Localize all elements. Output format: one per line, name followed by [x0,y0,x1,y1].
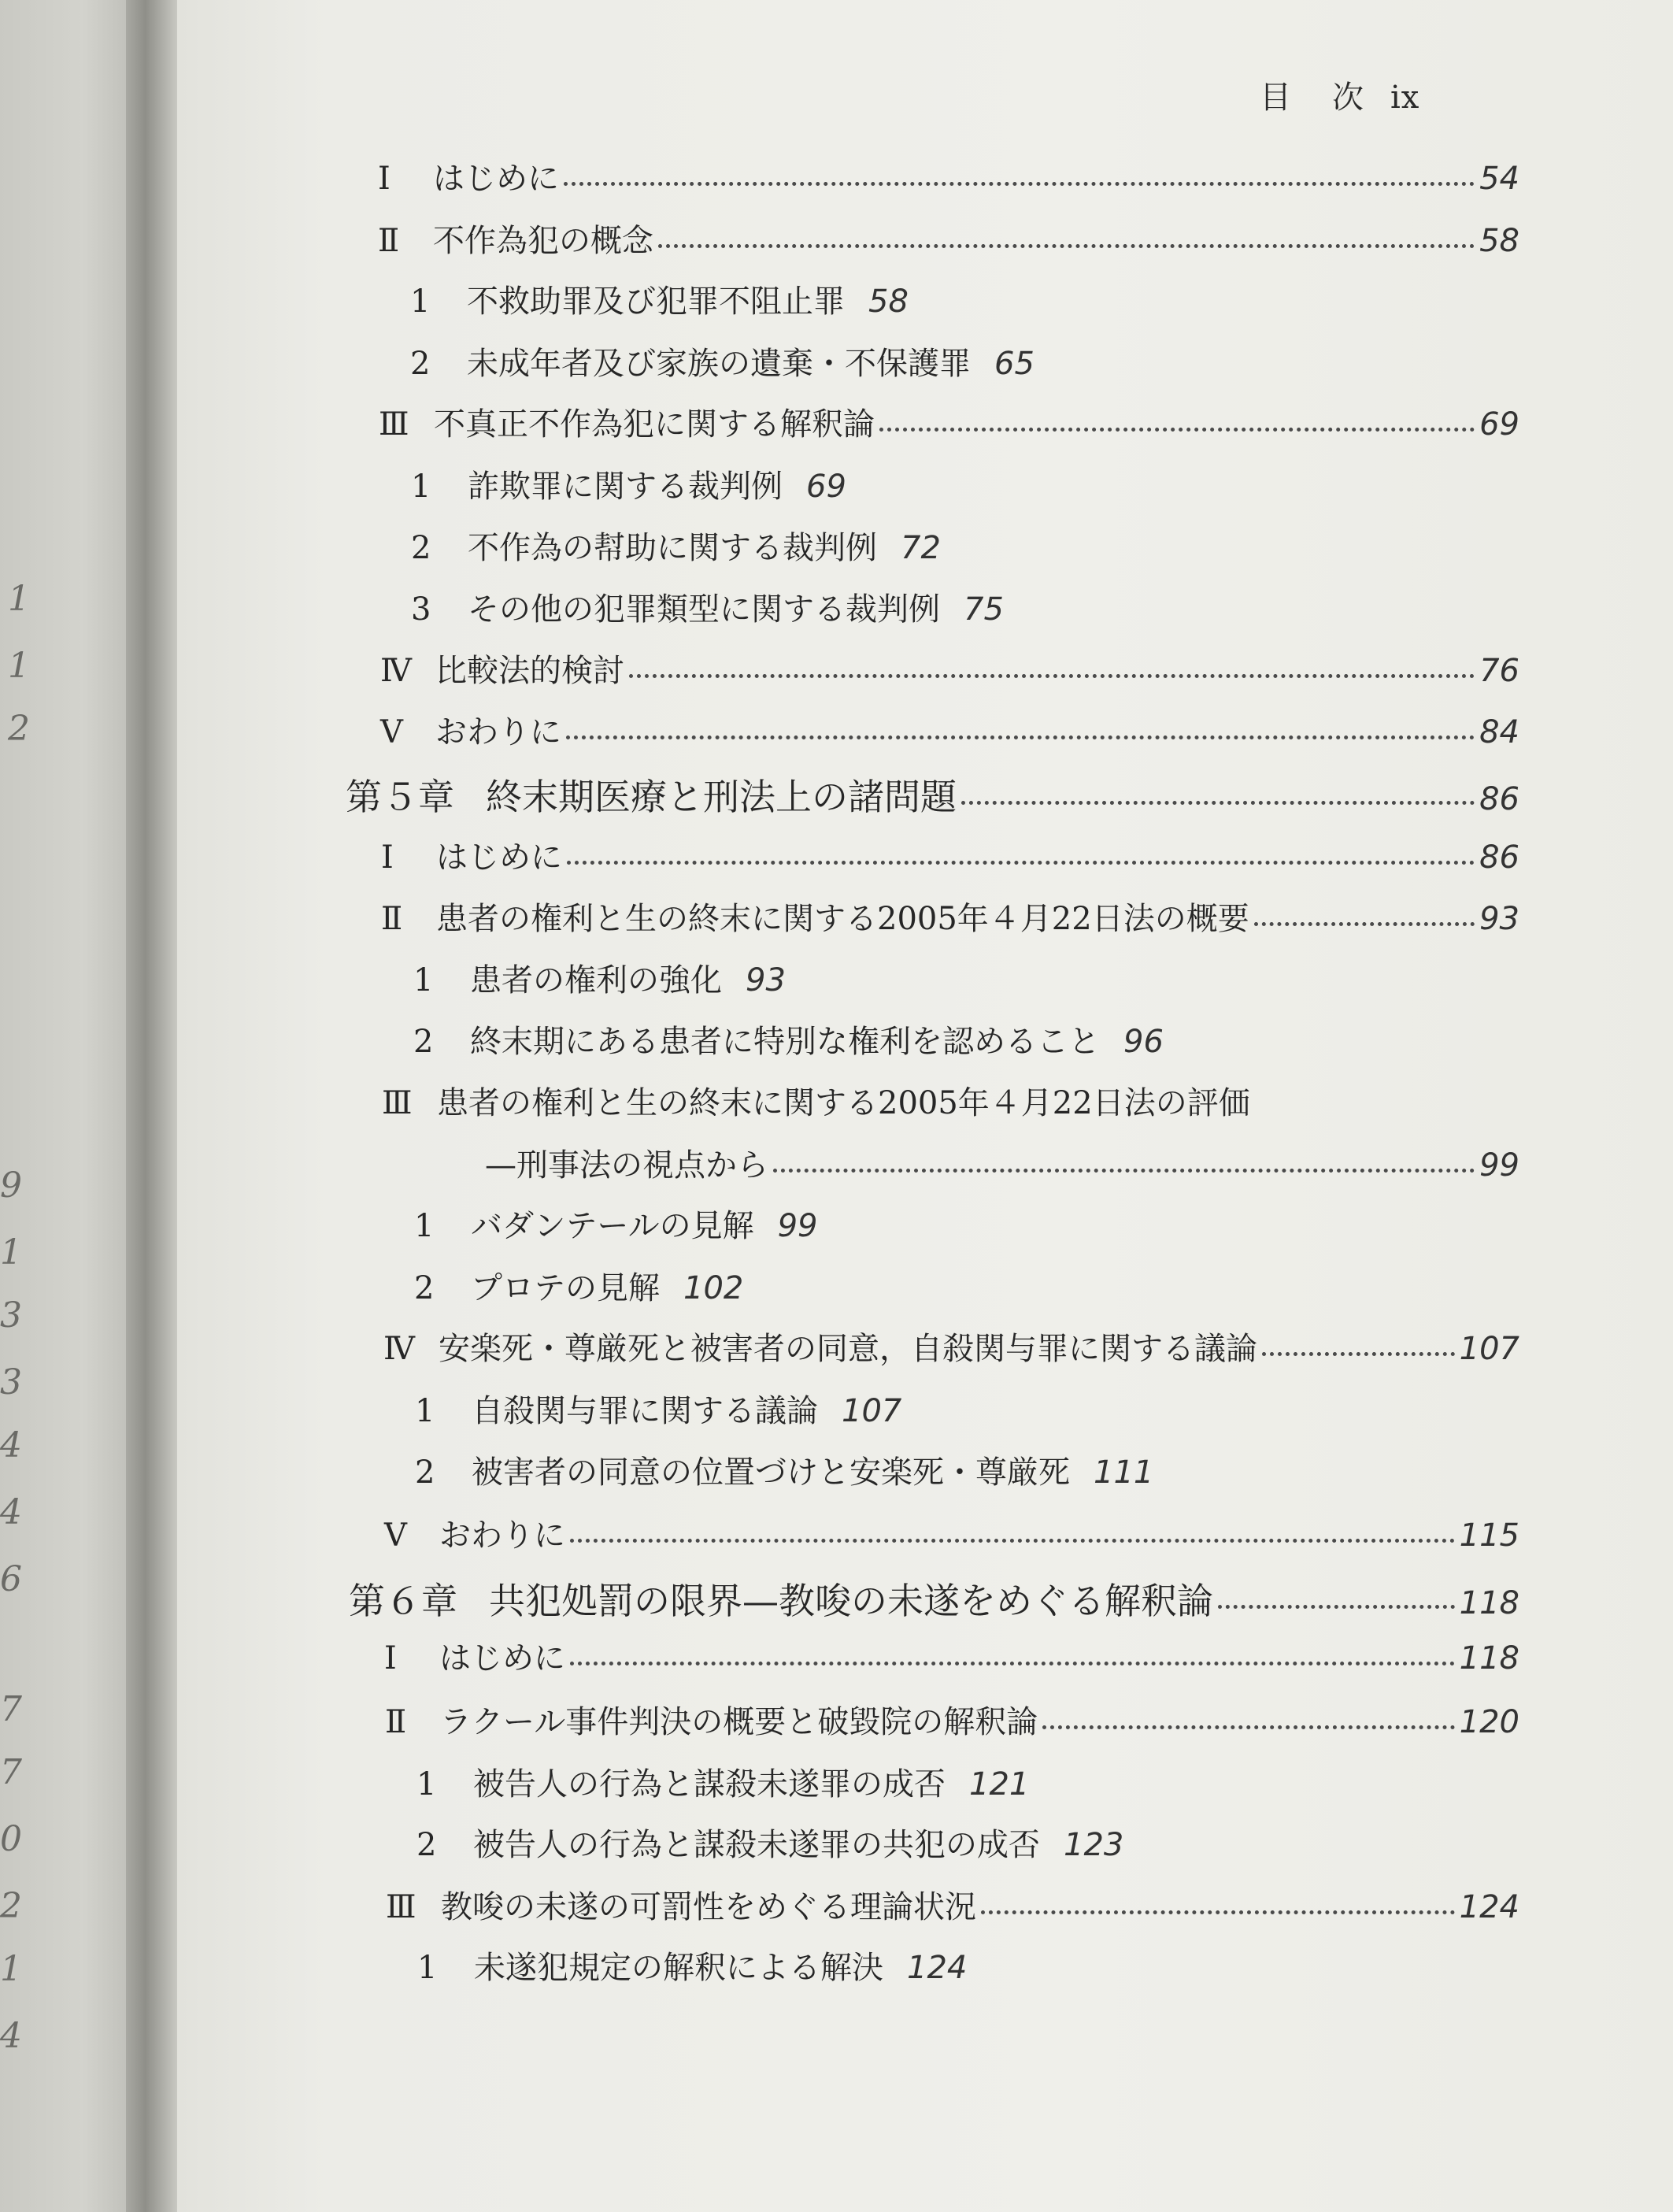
toc-page-number: 124 [1459,1889,1519,1925]
toc-page-number: 86 [1479,839,1519,876]
toc-title: 不救助罪及び犯罪不阻止罪 [467,283,845,320]
toc-page-number: 102 [683,1270,744,1306]
toc-title: 詐欺罪に関する裁判例 [468,469,783,505]
toc-dot-leader [629,674,1475,678]
toc-number: Ⅰ [381,839,394,876]
toc-title: バダンテールの見解 [471,1208,754,1244]
toc-number: 2 [416,1827,437,1863]
toc-page-number: 69 [1479,406,1519,443]
toc-number: Ⅱ [378,223,400,259]
previous-page-number: 4 [0,1425,22,1465]
toc-page-number: 86 [1479,781,1519,817]
toc-page-number: 118 [1459,1585,1519,1621]
toc-section [384,1633,1519,1678]
toc-page-number: 72 [901,530,941,566]
toc-title: はじめに [439,1640,565,1677]
toc-page-number: 107 [842,1393,902,1429]
toc-title: はじめに [436,839,562,876]
toc-title: 不作為犯の概念 [433,223,653,259]
toc-dot-leader [658,244,1475,248]
toc-title: 患者の権利と生の終末に関する2005年４月22日法の評価 [437,1085,1250,1121]
previous-page-number: 1 [0,1949,22,1989]
toc-title: 安楽死・尊厳死と被害者の同意，自殺関与罪に関する議論 [439,1331,1257,1367]
toc-number: 1 [415,1393,435,1429]
toc-chapter [349,1573,1519,1625]
previous-page-number: 7 [0,1689,22,1729]
toc-section [378,154,1519,198]
toc-title: 教唆の未遂の可罰性をめぐる理論状況 [441,1889,976,1925]
toc-number: 第５章 [346,776,454,818]
toc-chapter [346,769,1519,821]
toc-title: プロテの見解 [471,1270,660,1306]
previous-page-number: 6 [0,1559,22,1599]
toc-dot-leader [879,428,1475,432]
toc-title: 終末期にある患者に特別な権利を認めること [470,1024,1100,1060]
previous-page-number: 4 [0,1492,22,1532]
toc-number: 1 [413,962,434,999]
toc-page-number: 99 [1479,1147,1519,1184]
running-head-page-number: ix [1390,80,1420,116]
toc-dot-leader [1042,1725,1454,1729]
toc-page-number: 58 [868,283,909,320]
toc-page-number: 69 [806,469,846,505]
toc-section [380,646,1519,691]
toc-subsection [413,955,786,1000]
toc-number: Ⅴ [380,714,403,750]
toc-title: 自殺関与罪に関する議論 [472,1393,818,1429]
toc-title: 被告人の行為と謀殺未遂罪の共犯の成否 [473,1827,1040,1863]
toc-subsection [413,1017,1164,1062]
toc-dot-leader [570,1662,1455,1665]
previous-page-number: 3 [0,1362,22,1402]
toc-subsection [415,1447,1153,1492]
toc-section [378,216,1519,261]
toc-number: Ⅱ [385,1704,407,1740]
toc-title: 終末期医療と刑法上の諸問題 [486,776,957,818]
toc-title: —刑事法の視点から [485,1147,768,1184]
previous-page-number: 1 [8,646,30,686]
toc-title: 被害者の同意の位置づけと安楽死・尊厳死 [472,1454,1070,1491]
toc-number: Ⅴ [384,1517,407,1554]
toc-number: Ⅱ [381,901,403,937]
toc-dot-leader [1254,922,1475,926]
toc-number: Ⅳ [380,653,412,689]
toc-page-number: 76 [1479,653,1519,689]
toc-dot-leader [570,1539,1455,1543]
toc-subsection [411,461,846,506]
toc-page-number: 93 [1479,901,1519,937]
toc-number: Ⅲ [382,1085,413,1121]
toc-page-number: 111 [1094,1454,1154,1491]
toc-subsection [416,1759,1029,1804]
toc-title: 不真正不作為犯に関する解釈論 [434,406,875,443]
toc-dot-leader [1218,1605,1455,1609]
toc-page-number: 120 [1459,1704,1519,1740]
toc-number: 2 [411,530,431,566]
previous-page-number: 3 [0,1295,22,1336]
toc-dot-leader [1262,1352,1455,1356]
toc-page-number: 123 [1064,1827,1124,1863]
toc-subsection [414,1201,818,1246]
toc-number: Ⅰ [384,1640,397,1677]
toc-dot-leader [981,1910,1455,1914]
toc-title: 患者の権利と生の終末に関する2005年４月22日法の概要 [436,901,1249,937]
toc-section [379,399,1519,444]
toc-number: 2 [410,346,431,382]
toc-dot-leader [566,735,1475,739]
toc-title: はじめに [433,161,559,197]
toc-title: 不作為の幇助に関する裁判例 [468,530,877,566]
toc-subsection [417,1943,967,1988]
toc-page-number: 58 [1479,223,1519,259]
toc-number: 1 [410,283,431,320]
toc-number: 2 [413,1024,434,1060]
previous-page-number: 2 [0,1886,22,1926]
toc-subsection [410,276,909,321]
toc-page-number: 118 [1459,1640,1519,1677]
toc-subsection [414,1263,743,1308]
running-head-title: 目 次 [1260,80,1368,116]
toc-section [382,1078,1250,1123]
toc-subsection [416,1820,1123,1865]
toc-page-number: 124 [907,1950,968,1986]
toc-number: Ⅲ [386,1889,416,1925]
toc-page-number: 99 [777,1208,818,1244]
previous-page-number: 7 [0,1752,22,1792]
toc-page-number: 96 [1123,1024,1164,1060]
toc-dot-leader [961,801,1475,805]
toc-section [381,832,1519,877]
previous-page-number: 9 [0,1165,22,1206]
toc-page-number: 115 [1459,1517,1519,1554]
toc-section [384,1510,1519,1555]
toc-section [386,1882,1519,1927]
previous-page-number: 4 [0,2016,22,2056]
toc-number: Ⅰ [378,161,390,197]
toc-title: おわりに [439,1517,565,1554]
toc-title: ラクール事件判決の概要と破毀院の解釈論 [440,1704,1038,1740]
toc-dot-leader [564,182,1475,186]
toc-number: 2 [415,1454,435,1491]
toc-title: 未成年者及び家族の遺棄・不保護罪 [467,346,971,382]
toc-page-number: 93 [746,962,786,999]
toc-number: 2 [414,1270,435,1306]
toc-number: Ⅳ [383,1331,415,1367]
toc-page-number: 54 [1479,161,1519,197]
previous-page-number: 1 [8,579,30,619]
toc-dot-leader [567,861,1475,865]
toc-subsection [415,1386,901,1431]
toc-section [385,1697,1519,1742]
toc-section [381,894,1519,939]
toc-page-number: 65 [994,346,1035,382]
toc-dot-leader [773,1169,1475,1173]
previous-page-number: 0 [0,1819,22,1859]
toc-number: 3 [411,591,431,628]
toc-title: 未遂犯規定の解釈による解決 [474,1950,883,1986]
toc-subsection [411,584,1004,629]
toc-title: 共犯処罰の限界—教唆の未遂をめぐる解釈論 [489,1580,1213,1622]
toc-page-number: 121 [969,1766,1030,1803]
previous-page-number: 2 [8,709,30,749]
toc-continuation [485,1140,1519,1185]
toc-page-number: 84 [1479,714,1519,750]
toc-section [380,707,1519,752]
toc-number: 第６章 [349,1580,457,1622]
toc-number: 1 [411,469,431,505]
toc-page-number: 107 [1459,1331,1519,1367]
toc-subsection [410,339,1035,383]
toc-number: Ⅲ [379,406,409,443]
toc-section [383,1324,1519,1369]
toc-page-number: 75 [964,591,1004,628]
toc-title: その他の犯罪類型に関する裁判例 [468,591,940,628]
previous-page-number: 1 [0,1232,22,1273]
toc-title: 被告人の行為と謀殺未遂罪の成否 [473,1766,946,1803]
toc-title: 比較法的検討 [435,653,624,689]
toc-number: 1 [414,1208,435,1244]
toc-subsection [411,523,941,568]
toc-number: 1 [416,1766,437,1803]
toc-title: 患者の権利の強化 [470,962,722,999]
toc-number: 1 [417,1950,438,1986]
toc-title: おわりに [435,714,561,750]
